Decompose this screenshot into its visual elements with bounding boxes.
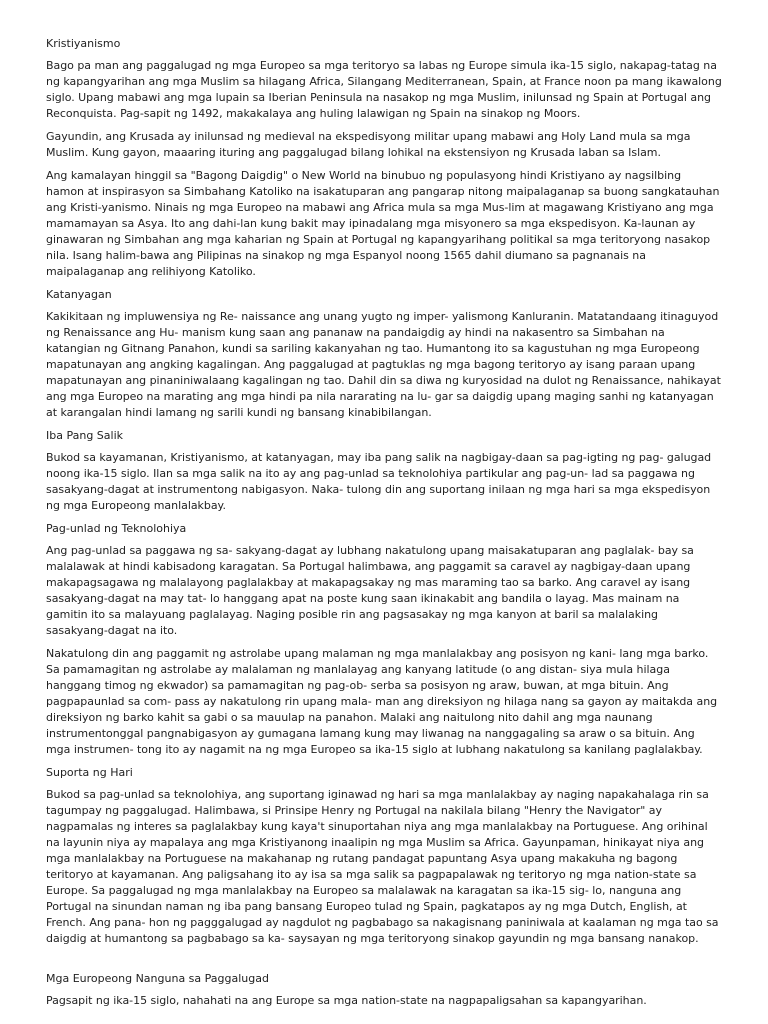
paragraph: Pagsapit ng ika-15 siglo, nahahati na ang Europe sa mga nation-state na nagpapaligsahan sa kapangyarihan.: [46, 994, 647, 1007]
section-heading-iba-pang-salik: Iba Pang Salik: [46, 429, 123, 442]
paragraph: Bukod sa pag-unlad sa teknolohiya, ang suportang iginawad ng hari sa mga manlalakbay ay naging napakahalaga rin sa tagumpay ng paggalugad. Halimbawa, si Prinsipe Henry ng Portugal na nakilala bilang "Henry the Navigator" ay nagpamalas ng interes sa paglalakbay kung kaya't sinuportahan niya ang mga manlalakbay na Portuguese. Ang orihinal na layunin niya ay mapalaya ang mga Kristiyanong inaalipin ng mga Muslim sa Africa. Gayunpaman, hinikayat niya ang mga manlalakbay na Portuguese na makahanap ng rutang pandagat papuntang Asya upang makakuha ng bagong teritoryo at kayamanan. Ang paligsahang ito ay isa sa mga salik sa pagpapalawak ng teritoryo ng mga nation-state sa Europe. Sa paggalugad ng mga manlalakbay na Europeo sa malalawak na karagatan sa ika-15 sig- lo, nanguna ang Portugal na sinundan naman ng iba pang bansang Europeo tulad ng Spain, pagkatapos ay ng mga Dutch, English, at French. Ang pana- hon ng pagggalugad ay nagdulot ng pagbabago sa nakagisnang paniniwala at kaalaman ng mga tao sa daigdig at humantong sa pagbabago sa ka- saysayan ng mga teritoryong sinakop gayundin ng mga bansang nanakop.: [46, 788, 719, 945]
section-heading-pag-unlad-ng-teknolohiya: Pag-unlad ng Teknolohiya: [46, 522, 187, 535]
paragraph: Nakatulong din ang paggamit ng astrolabe upang malaman ng mga manlalakbay ang posisyon ng kani- lang mga barko. Sa pamamagitan ng astrolabe ay malalaman ng manlalayag ang kanyang latitude (o ang distan- siya mula hilaga hanggang timog ng ekwador) sa pamamagitan ng pag-ob- serba sa posisyon ng araw, buwan, at mga bituin. Ang pagpapaunlad sa com- pass ay nakatulong rin upang mala- man ang direksiyon ng hilaga nang sa gayon ay maitakda ang direksiyon ng barko kahit sa gabi o sa mauulap na panahon. Malaki ang naitulong nito dahil ang mga naunang instrumentonggal pangnabigasyon ay gumagana lamang kung may liwanag na nanggagaling sa araw o sa bituin. Ang mga instrumen- tong ito ay nagamit na ng mga Europeo sa ika-15 siglo at lubhang nakatulong sa kanilang paglalakbay.: [46, 647, 718, 756]
section-heading-kristiyanismo: Kristiyanismo: [46, 37, 121, 50]
section-heading-mga-europeong-nanguna: Mga Europeong Nanguna sa Paggalugad: [46, 972, 269, 985]
paragraph: Ang kamalayan hinggil sa "Bagong Daigdig" o New World na binubuo ng populasyong hindi Kristiyano ay nagsilbing hamon at inspirasyon sa Simbahang Katoliko na isakatuparan ang pangarap nitong maipalaganap sa buong sangkatauhan ang Kristi-yanismo. Ninais ng mga Europeo na mabawi ang Africa mula sa mga Mus-lim at magawang Kristiyano ang mga mamamayan sa Asya. Ito ang dahi-lan kung bakit may ipinadalang mga misyonero sa mga ekspedisyon. Ka-launan ay ginawaran ng Simbahan ang mga kaharian ng Spain at Portugal ng kapangyarihang politikal sa mga teritoryong nasakop nila. Isang halim-bawa ang Pilipinas na sinakop ng mga Espanyol noong 1565 dahil diumano sa pagnanais na maipalaganap ang relihiyong Katoliko.: [46, 169, 720, 278]
spacer: [46, 954, 722, 971]
paragraph: Bago pa man ang paggalugad ng mga Europeo sa mga teritoryo sa labas ng Europe simula ika-15 siglo, nakapag-tatag na ng kapangyarihan ang mga Muslim sa hilagang Africa, Silangang Mediterranean, Spain, at France noon pa mang ikawalong siglo. Upang mabawi ang mga lupain sa Iberian Peninsula na nasakop ng mga Muslim, inilunsad ng Spain at Portugal ang Reconquista. Pag-sapit ng 1492, makakalaya ang huling lalawigan ng Spain na sinakop ng Moors.: [46, 59, 722, 120]
paragraph: Bukod sa kayamanan, Kristiyanismo, at katanyagan, may iba pang salik na nagbigay-daan sa pag-igting ng pag- galugad noong ika-15 siglo. Ilan sa mga salik na ito ay ang pag-unlad sa teknolohiya partikular ang pag-un- lad sa paggawa ng sasakyang-dagat at instrumentong nabigasyon. Naka- tulong din ang suportang inilaan ng mga hari sa mga ekspedisyon ng mga Europeong manlalakbay.: [46, 451, 712, 512]
section-heading-suporta-ng-hari: Suporta ng Hari: [46, 766, 133, 779]
section-heading-katanyagan: Katanyagan: [46, 288, 112, 301]
paragraph: Gayundin, ang Krusada ay inilunsad ng medieval na ekspedisyong militar upang mabawi ang Holy Land mula sa mga Muslim. Kung gayon, maaaring ituring ang paggalugad bilang lohikal na ekstensiyon ng Krusada laban sa Islam.: [46, 130, 691, 159]
paragraph: Ang pag-unlad sa paggawa ng sa- sakyang-dagat ay lubhang nakatulong upang maisakatuparan ang paglalak- bay sa malalawak at hindi kabisadong karagatan. Sa Portugal halimbawa, ang paggamit sa caravel ay nagbigay-daan upang makapagsagawa ng malalayong paglalakbay at makapagsakay ng mas maraming tao sa barko. Ang caravel ay isang sasakyang-dagat na may tat- lo hanggang apat na poste kung saan ikinakabit ang bandila o layag. Mas mainam na gamitin ito sa malayuang paglalayag. Naging posible rin ang pagsasakay ng mga kanyon at baril sa malalaking sasakyang-dagat na ito.: [46, 544, 694, 637]
paragraph: Kakikitaan ng impluwensiya ng Re- naissance ang unang yugto ng imper- yalismong Kanluranin. Matatandaang itinaguyod ng Renaissance ang Hu- manism kung saan ang pananaw na pandaigdig ay hindi na nakasentro sa Simbahan na katangian ng Gitnang Panahon, kundi sa sariling kakanyahan ng tao. Humantong ito sa kagustuhan ng mga Europeong mapatunayan ang angking kagalingan. Ang paggalugad at pagtuklas ng mga bagong teritoryo ay isang paraan upang mapatunayan ang pinaniniwalaang kagalingan ng tao. Dahil din sa diwa ng kuryosidad na dulot ng Renaissance, nahikayat ang mga Europeo na marating ang mga hindi pa nila nararating na lu- gar sa daigdig upang maging sanhi ng katanyagan at karangalan hindi lamang ng sarili kundi ng bansang kinabibilangan.: [46, 310, 721, 419]
